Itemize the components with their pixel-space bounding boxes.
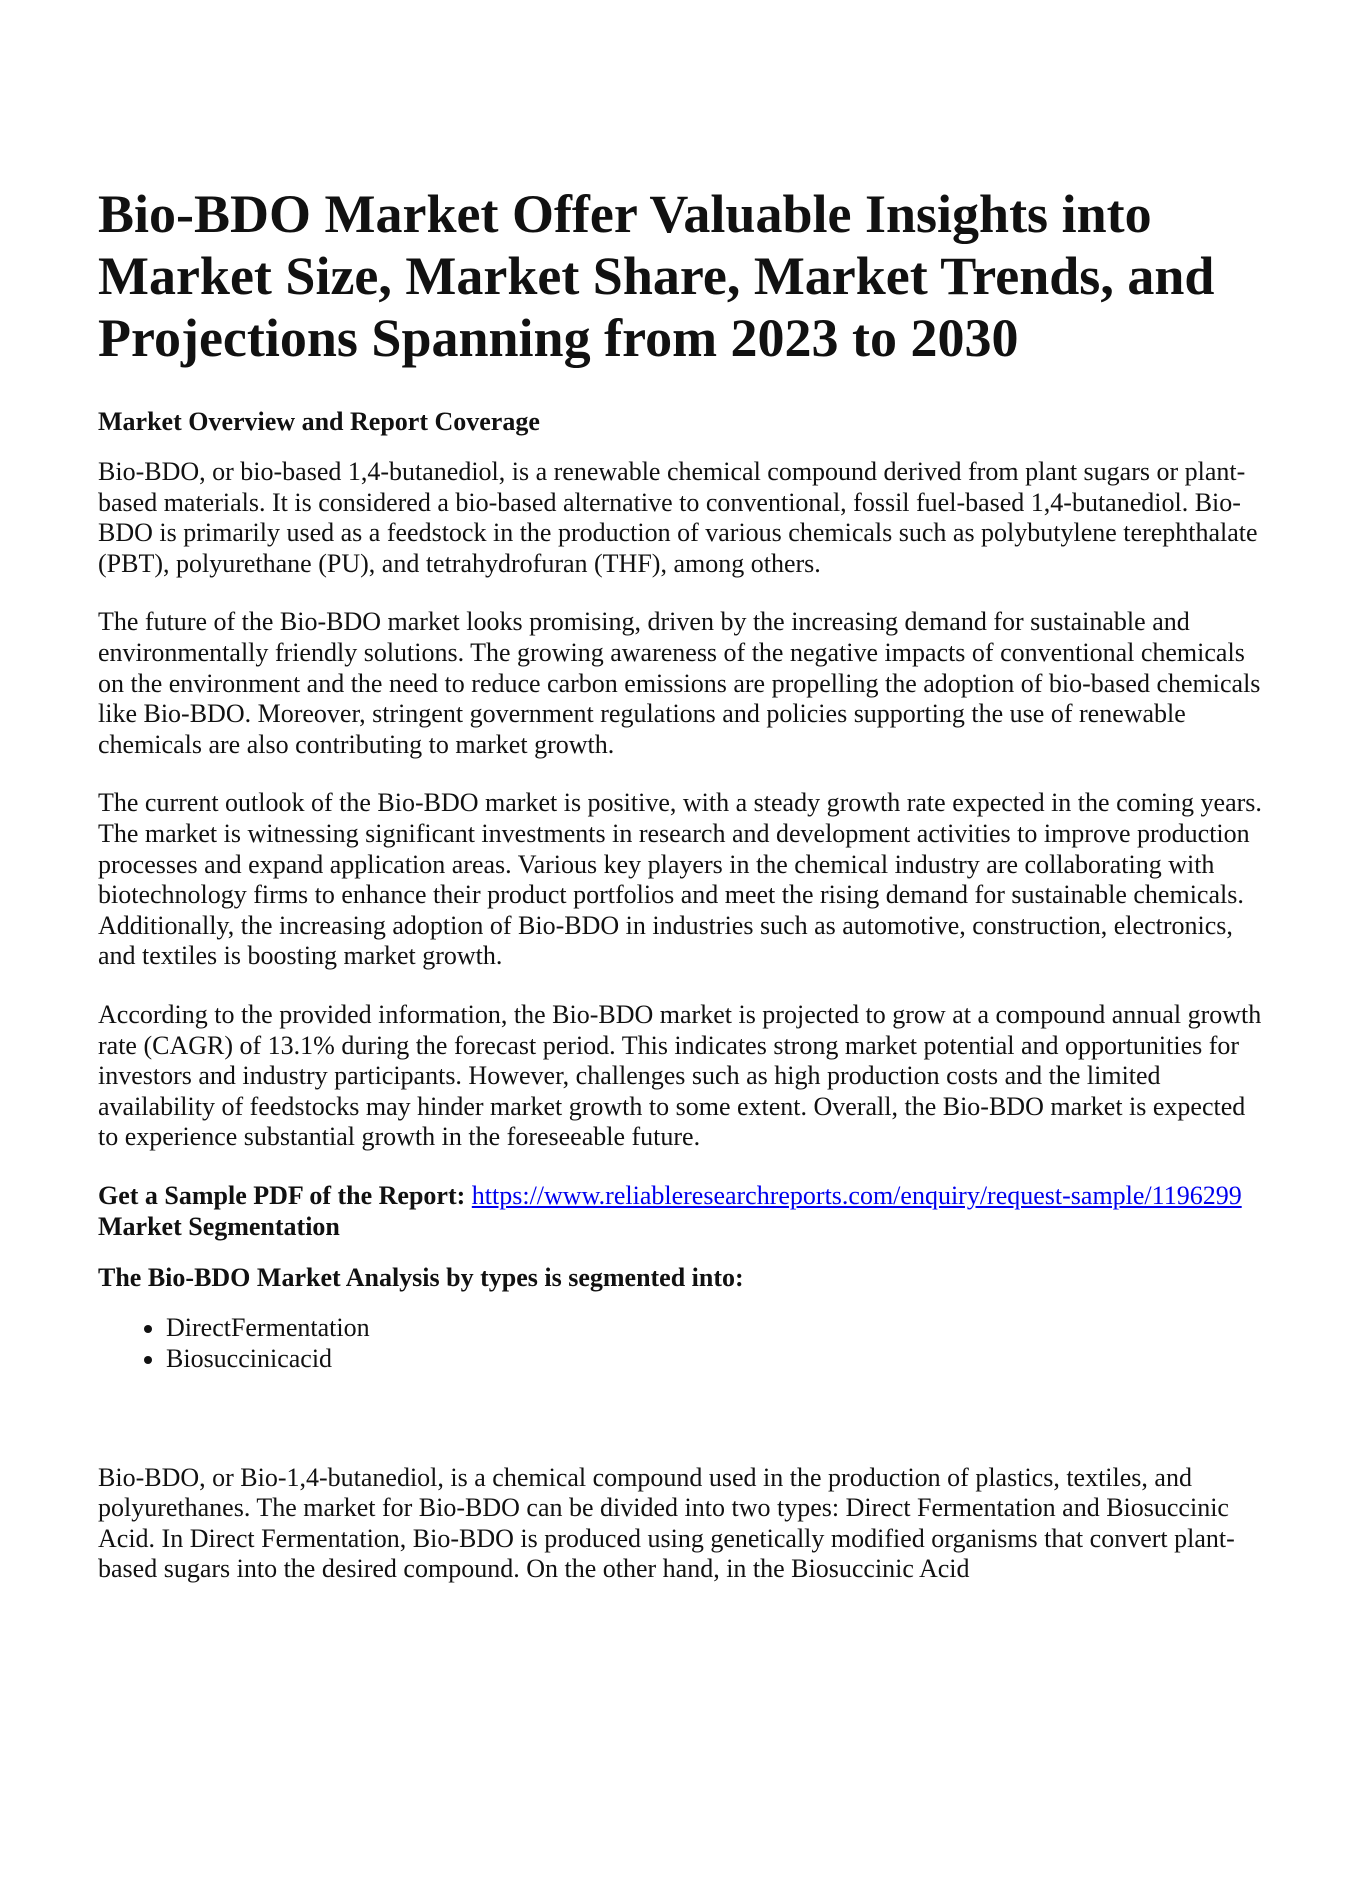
document-page bbox=[98, 183, 1263, 1613]
sample-pdf-line bbox=[98, 1181, 1263, 1212]
overview-heading: Market Overview and Report Coverage bbox=[98, 407, 540, 436]
overview-paragraph-2: The future of the Bio-BDO market looks promising, driven by the increasing demand for sustainable and environmentally friendly solutions. The growing awareness of the negative impacts of conventional chemicals on the environment and the need to reduce carbon emissions are propelling the adoption of bio-based chemicals like Bio-BDO. Moreover, stringent government regulations and policies supporting the use of renewable chemicals are also contributing to market growth. bbox=[98, 607, 1261, 759]
list-item: • Biosuccinicacid bbox=[166, 1344, 1263, 1375]
list-item: • DirectFermentation bbox=[166, 1313, 1263, 1344]
page-title: Bio-BDO Market Offer Valuable Insights into Market Size, Market Share, Market Trends, and Projections Spanning from 2023 to 2030 bbox=[98, 184, 1215, 368]
sample-pdf-label: Get a Sample PDF of the Report: bbox=[98, 1180, 466, 1210]
overview-paragraph-4: According to the provided information, the Bio-BDO market is projected to grow at a compound annual growth rate (CAGR) of 13.1% during the forecast period. This indicates strong market potential and opportunities for investors and industry participants. However, challenges such as high production costs and the limited availability of feedstocks may hinder market growth to some extent. Overall, the Bio-BDO market is expected to experience substantial growth in the foreseeable future. bbox=[98, 999, 1262, 1152]
types-heading: The Bio-BDO Market Analysis by types is segmented into: bbox=[98, 1263, 744, 1293]
segmentation-heading: Market Segmentation bbox=[98, 1212, 340, 1242]
types-list bbox=[98, 1313, 1263, 1374]
sample-pdf-link[interactable]: https://www.reliableresearchreports.com/enquiry/request-sample/1196299 bbox=[471, 1180, 1242, 1210]
overview-paragraph-1: Bio-BDO, or bio-based 1,4-butanediol, is a renewable chemical compound derived from plant sugars or plant-based materials. It is considered a bio-based alternative to conventional, fossil fuel-based 1,4-butanediol. Bio-BDO is primarily used as a feedstock in the production of various chemicals such as polybutylene terephthalate (PBT), polyurethane (PU), and tetrahydrofuran (THF), among others. bbox=[98, 457, 1258, 578]
segmentation-paragraph: Bio-BDO, or Bio-1,4-butanediol, is a chemical compound used in the production of plastics, textiles, and polyurethanes. The market for Bio-BDO can be divided into two types: Direct Fermentation and Biosuccinic Acid. In Direct Fermentation, Bio-BDO is produced using genetically modified organisms that convert plant-based sugars into the desired compound. On the other hand, in the Biosuccinic Acid bbox=[98, 1462, 1235, 1584]
overview-paragraph-3: The current outlook of the Bio-BDO market is positive, with a steady growth rate expected in the coming years. The market is witnessing significant investments in research and development activities to improve production processes and expand application areas. Various key players in the chemical industry are collaborating with biotechnology firms to enhance their product portfolios and meet the rising demand for sustainable chemicals. Additionally, the increasing adoption of Bio-BDO in industries such as automotive, construction, electronics, and textiles is boosting market growth. bbox=[98, 788, 1262, 971]
